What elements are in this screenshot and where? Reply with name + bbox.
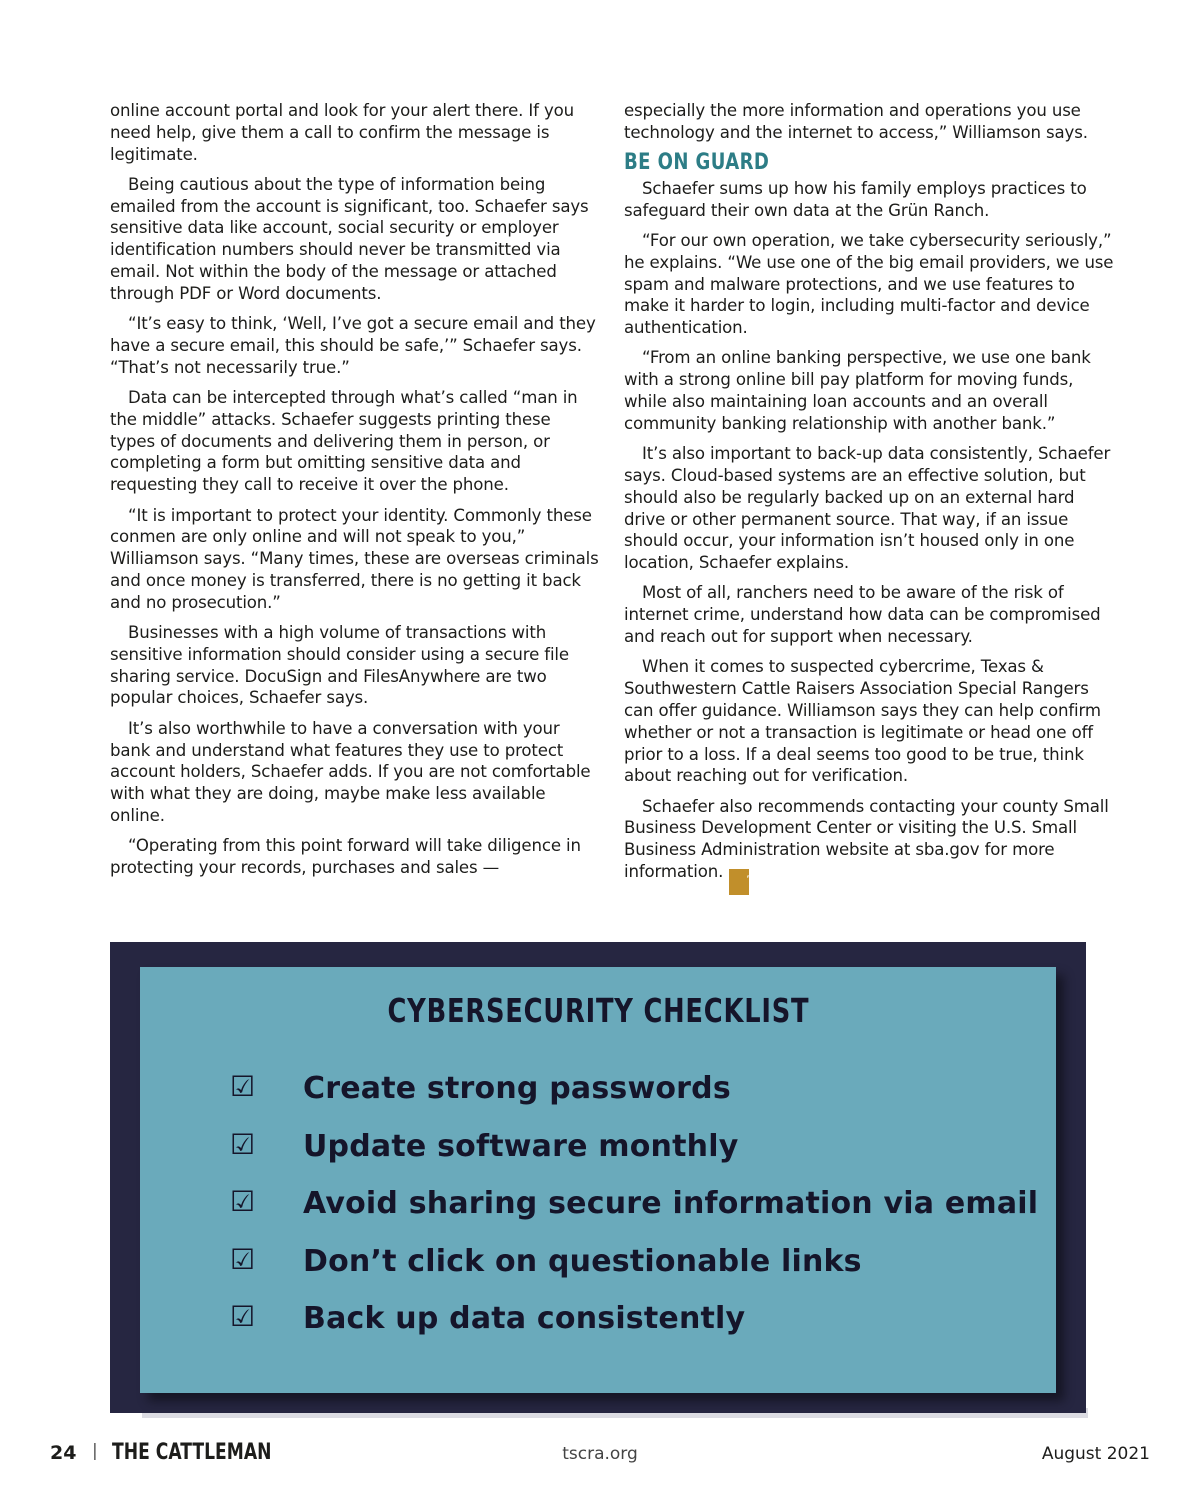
- website-url[interactable]: tscra.org: [562, 1444, 638, 1464]
- checkbox-checked-icon: ☑: [230, 1127, 256, 1161]
- checklist-items: [140, 1071, 1056, 1359]
- paragraph: “From an online banking perspective, we use one bank with a strong online bill pay platform for moving funds, while also maintaining loan accounts and an overall community banking relationship with another bank.”: [624, 348, 1091, 433]
- paragraph: It’s also worthwhile to have a conversation with your bank and understand what features they use to protect account holders, Schaefer adds. If you are not comfortable with what they are doing, maybe make less available online.: [110, 718, 591, 825]
- page-footer: [0, 1440, 1200, 1470]
- checklist-item-label: Update software monthly: [303, 1128, 739, 1164]
- paragraph: online account portal and look for your alert there. If you need help, give them a call to confirm the message is legitimate.: [110, 101, 574, 164]
- paragraph: Most of all, ranchers need to be aware of the risk of internet crime, understand how data can be compromised and reach out for support when necessary.: [624, 583, 1101, 647]
- paragraph: Businesses with a high volume of transactions with sensitive information should consider using a secure file sharing service. DocuSign and FilesAnywhere are two popular choices, Schaefer says.: [110, 623, 569, 708]
- checklist-item: [140, 1129, 1056, 1187]
- paragraph: Data can be intercepted through what’s called “man in the middle” attacks. Schaefer suggests printing these types of documents and delivering them in person, or completing a form but omitting sensitive data and requesting they call to receive it over the phone.: [110, 388, 578, 495]
- footer-separator: |: [92, 1441, 98, 1461]
- paragraph: “It is important to protect your identity. Commonly these conmen are only online and will not speak to you,” Williamson says. “Many times, these are overseas criminals and once money is transferred, there is no getting it back and no prosecution.”: [110, 505, 599, 612]
- issue-date: August 2021: [1041, 1444, 1150, 1464]
- checklist-item: [140, 1186, 1056, 1244]
- final-paragraph-text: Schaefer also recommends contacting your county Small Business Development Center or visiting the U.S. Small Business Administration website at sba.gov for more information.: [624, 796, 1109, 881]
- checklist-panel: [140, 967, 1056, 1393]
- paragraph: Being cautious about the type of information being emailed from the account is significant, too. Schaefer says sensitive data like account, social security or employer identification numbers should never be transmitted via email. Not within the body of the message or attached through PDF or Word documents.: [110, 174, 589, 303]
- checkbox-checked-icon: ☑: [230, 1242, 256, 1276]
- page-number: 24: [50, 1442, 77, 1464]
- paragraph: “It’s easy to think, ‘Well, I’ve got a secure email and they have a secure email, this should be safe,’” Schaefer says. “That’s not necessarily true.”: [110, 314, 596, 377]
- checklist-item: [140, 1071, 1056, 1129]
- article-right-column: [624, 100, 1114, 904]
- checklist-item: [140, 1301, 1056, 1359]
- checklist-item-label: Create strong passwords: [303, 1071, 731, 1106]
- paragraph: “Operating from this point forward will take diligence in protecting your records, purchases and sales —: [110, 836, 581, 877]
- paragraph: When it comes to suspected cybercrime, Texas & Southwestern Cattle Raisers Association Special Rangers can offer guidance. Williamson says they can help confirm whether or not a transaction is legitimate or head one off prior to a loss. If a deal seems too good to be true, think about reaching out for verification.: [624, 657, 1101, 786]
- tc-logo-icon: TC: [729, 869, 749, 895]
- checklist-item-label: Avoid sharing secure information via email: [303, 1186, 1039, 1221]
- checklist-title: [140, 991, 1056, 1030]
- checkbox-checked-icon: ☑: [230, 1070, 256, 1103]
- paragraph: especially the more information and operations you use technology and the internet to access,” Williamson says.: [624, 101, 1088, 142]
- article-left-column: [110, 100, 600, 887]
- final-paragraph: [624, 796, 1114, 895]
- checklist-item: [140, 1244, 1056, 1302]
- magazine-name: THE CATTLEMAN: [112, 1440, 272, 1465]
- checklist-title-text: CYBERSECURITY CHECKLIST: [387, 991, 809, 1030]
- paragraph: “For our own operation, we take cybersecurity seriously,” he explains. “We use one of the big email providers, we use spam and malware protections, and we use features to make it harder to login, including multi-factor and device authentication.: [624, 230, 1114, 338]
- checklist-item-label: Don’t click on questionable links: [303, 1243, 862, 1279]
- section-heading: BE ON GUARD: [624, 150, 770, 176]
- checkbox-checked-icon: ☑: [230, 1185, 256, 1218]
- checklist-item-label: Back up data consistently: [303, 1301, 746, 1336]
- checkbox-checked-icon: ☑: [230, 1300, 256, 1333]
- paragraph: It’s also important to back-up data consistently, Schaefer says. Cloud-based systems are an effective solution, but should also be regularly backed up on an external hard drive or other permanent source. That way, if an issue should occur, your information isn’t housed only in one location, Schaefer explains.: [624, 444, 1111, 573]
- paragraph: Schaefer sums up how his family employs practices to safeguard their own data at the Grün Ranch.: [624, 178, 1087, 220]
